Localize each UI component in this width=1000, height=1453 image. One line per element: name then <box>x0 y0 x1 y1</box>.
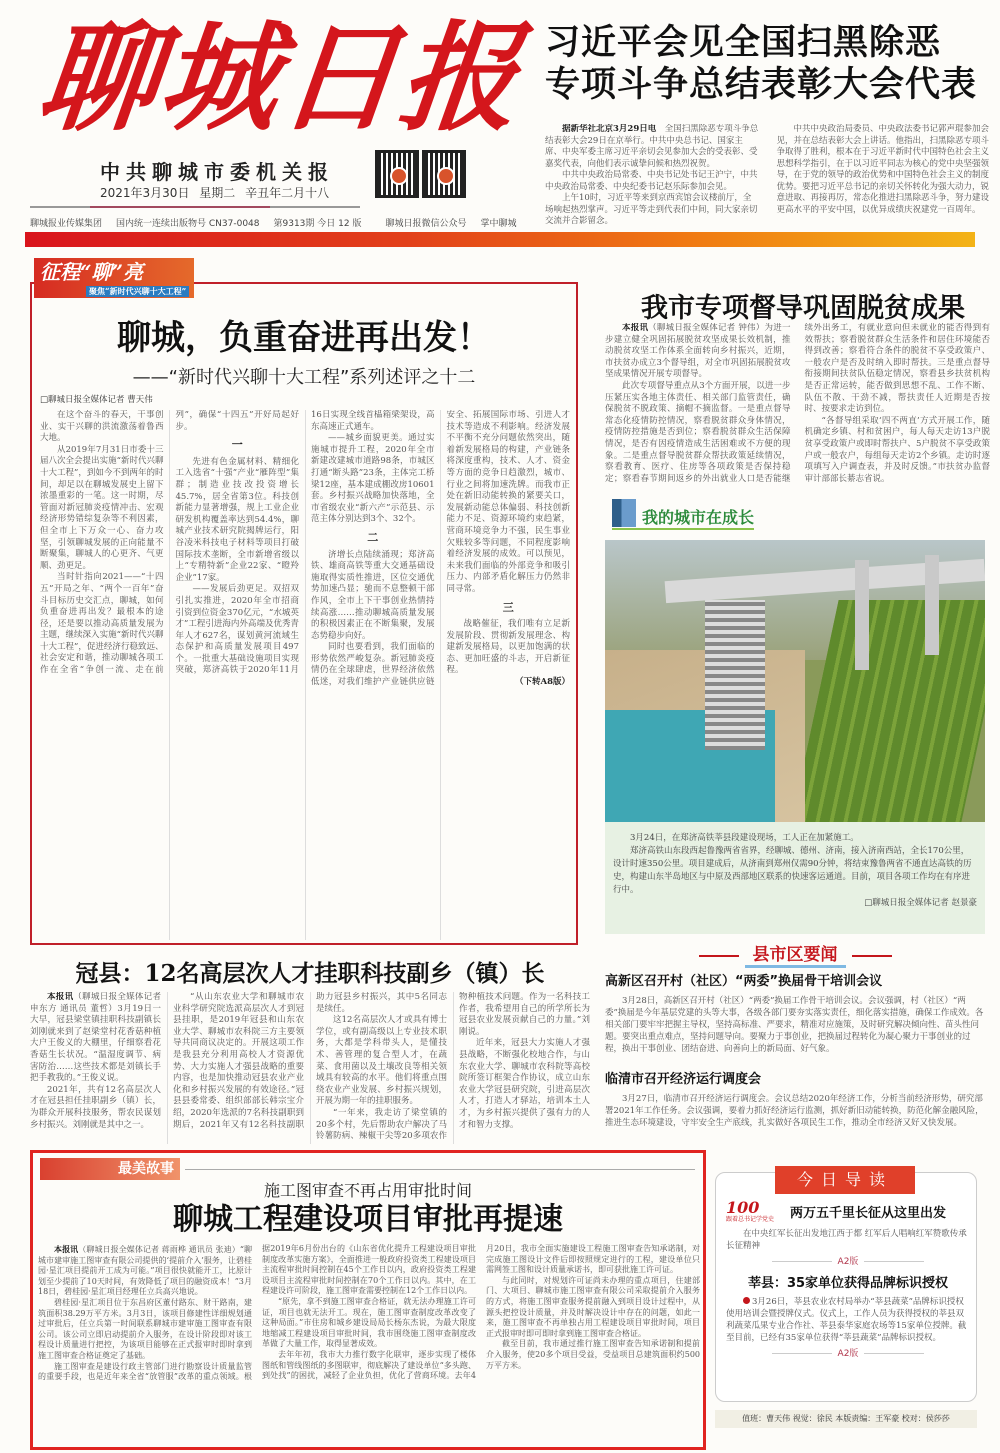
info-issue: 第9313期 今日 12 版 <box>273 219 362 229</box>
section-number: 二 <box>367 530 379 544</box>
construction-photo[interactable] <box>605 540 985 822</box>
county-news-banner <box>605 940 985 968</box>
divider-accent <box>90 206 270 208</box>
county-news-item[interactable] <box>605 1068 985 1129</box>
info-app: 掌中聊城 <box>480 219 517 229</box>
approval-headline[interactable]: 聊城工程建设项目审批再提速 <box>173 1202 563 1237</box>
paragraph: “聊城市建审施工图审查有限公司提供的‘提前介入’服务，让碧桂园·星汇项目提前开工成为可能。”项目很快就能开工，比原计划至少提前了10天时间，有效降低了项目的融资成本！”3月18日，碧桂园·星汇项目经理任立兵高兴地说。 <box>38 1245 252 1297</box>
masthead-color-bar <box>25 232 975 247</box>
feature-byline: □聊城日报全媒体记者 曹天伟 <box>40 395 153 405</box>
city-growth-label-text: 我的城市在成长 <box>642 508 755 527</box>
reporter: （聊城日报全媒体记者 蒋雨桦 通讯员 张迪） <box>78 1245 240 1254</box>
feature-badge <box>34 258 194 298</box>
paragraph: ——发展后劲更足。双招双引扎实推进，2020年全市招商引资到位资金370亿元，“水城英才”工程引进海内外高端及优秀青年人才627名，谋划黄河流域生态保护和高质量发展项目497个。一批重大基础设施项目实现突破，郑济高铁于2020年11月16日实现全线首榀箱梁架设，高东高速正式通车。 <box>175 410 435 676</box>
qr-code-wechat-icon[interactable] <box>375 150 419 198</box>
paragraph: 施工图审查是建设行政主管部门进行勘察设计质量监管的重要手段，也是近年来全省“放管服”改革的重点领域。根据2019年6月份出台的《山东省优化提升工程建设项目审批制度改革实施方案》，全面推进一般政府投资类工程建设项目主流程审批时间控制在45个工作日以内，政府投资类工程建设项目主流程审批时间控制在70个工作日以内。其中，在工程建设许可阶段，施工图审查需要控制在12个工作日以内。 <box>38 1244 476 1382</box>
bullet-icon <box>743 1297 750 1304</box>
lead-label: 本报讯 <box>54 1244 79 1254</box>
qr-code-app-icon[interactable] <box>422 150 466 198</box>
best-story-badge: 最美故事 <box>40 1158 180 1180</box>
photo-caption <box>605 822 985 934</box>
paragraph: “从山东农业大学和聊城市农业科学研究院选派高层次人才到冠县挂职，是2019年冠县和山东农业大学、聊城市农科院三方主要领导共同商议决定的。开展这项工作是我县充分利用高校人才资源优势、大力实施人才强县战略的重要内容，也是加快推动冠县农业产业化和乡村振兴发展的有效途径。”冠县县委常委、组织部部长韩宗宝介绍，2020年选派的7名科技副职到期后，2021年又有12名科技副职助力冠县乡村振兴，其中5名同志是续任。 <box>173 992 447 1130</box>
guide-summary: 在中央红军长征出发地江西于都 红军后人唱响红军赞歌传承长征精神 <box>726 1229 967 1251</box>
county-news-banner-text: 县市区要闻 <box>745 940 846 968</box>
approval-subheadline: 施工图审查不再占用审批时间 <box>263 1181 472 1200</box>
guide-page-link[interactable]: A2版 <box>726 1348 970 1360</box>
reporter: （聊城日报全媒体记者 申东方 通讯员 董哲） <box>30 992 161 1014</box>
caption-line: 郑济高铁山东段西起鲁豫两省省界，经聊城、德州、济南，接入济南西站，全长170公里，设计时速350公里。项目建成后，从济南到郑州仅需90分钟，将结束豫鲁两省不通直达高铁的历史，构建山东半岛地区与中原及西部地区联系的快速客运通道。目前，项目各项工作均在有序进行中。 <box>613 846 972 895</box>
poverty-headline[interactable]: 我市专项督导巩固脱贫成果 <box>641 293 965 324</box>
guanxian-headline[interactable]: 冠县：12名高层次人才挂职科技副乡（镇）长 <box>75 960 545 987</box>
paragraph: 截至目前，我市通过推行施工图审查告知承诺制和提前介入服务，使20多个项目受益，受益项目总建筑面积约500万平方米。 <box>486 1339 700 1370</box>
feature-headline[interactable]: 聊城，负重奋进再出发！ <box>117 318 491 358</box>
today-guide-header: 今日导读 <box>775 1166 915 1194</box>
guide-item[interactable] <box>726 1200 970 1364</box>
county-news-item[interactable] <box>605 970 985 1055</box>
paragraph: 此次专项督导重点从3个方面开展，以进一步压紧压实各地主体责任、相关部门监管责任，确保脱贫不脱政策、摘帽不摘监督。一是重点督导常态化疫情防控情况，察看脱贫群众身体情况，疫情防控措施是否到位；察看脱贫群众生活保障情况，是否有因疫情造成生活困难或不方便的现象。二是重点督导脱贫群众帮扶政策延续情况，察看教育、医疗、住房等各项政策是否保持稳定；察看春节期间返乡的外出就业人口是否能继续外出务工，有就业意向但未就业的能否得到有效帮扶；察看脱贫群众生活条件和居住环境能否得到改善；察看符合条件的脱贫不享受政策户、一般农户是否及时纳入即时帮扶。三是重点督导衔接期间扶贫队伍稳定情况，察看县乡扶贫机构是否正常运转，能否做到思想不乱、工作不断、队伍不散、干劲不减，帮扶责任人近期是否按时、按要求走访到位。 <box>605 323 990 484</box>
paragraph: ——城乡面貌更美。通过实施城市提升工程，2020年全市新建改建城市道路98条，市城区打通“断头路”23条，主体完工桥梁12座，基本建成棚改房10601套。乡村振兴战略加快落地，全市省级农业“新六产”示范县、示范主体分别达到3个、32个。 <box>311 433 435 525</box>
guanxian-body <box>30 992 590 1144</box>
paragraph: 这12名高层次人才或具有博士学位，或有副高级以上专业技术职务，大都是学科带头人，是懂技术、善管理的复合型人才，在蔬菜、食用菌以及土壤改良等相关领域具有较高的水平。他们将重点围绕农业产业发展、乡村振兴规划，开展为期一年的挂职服务。 <box>316 1015 447 1107</box>
news-title: 临清市召开经济运行调度会 <box>605 1072 762 1087</box>
city-growth-label <box>612 505 754 530</box>
publication-info <box>30 216 516 229</box>
lead-headline-line2: 专项斗争总结表彰大会代表 <box>545 65 978 105</box>
approval-body <box>38 1244 700 1444</box>
guide-title: 莘县：35家单位获得品牌标识授权 <box>747 1276 949 1291</box>
paragraph: 3月19日一大早，冠县梁堂镇挂职科技副镇长刘刚就来到了赵梁堂村花香菇种植大户王俊义的大棚里，仔细察看花香菇生长状况。“温湿度调节、病害防治……这些技术都是刘镇长手把手教我的。”王俊义说。 <box>30 1003 161 1084</box>
lead-label: 本报讯 <box>47 992 74 1002</box>
paragraph: 中共中央政治局委员、中央政法委书记郭声琨参加会见，并在总结表彰大会上讲话。他指出，扫黑除恶专项斗争取得了胜利，根本在于习近平新时代中国特色社会主义思想科学指引，在于以习近平同志为核心的党中央坚强领导，在于党的领导的政治优势和中国特色社会主义的制度优势。要把习近平总书记的亲切关怀转化为强大动力，锐意进取、再接再厉，常态化推进扫黑除恶斗争，努力建设更高水平的平安中国，以优异成绩庆祝建党一百周年。 <box>776 124 990 215</box>
reporter: （聊城日报全媒体记者 钟伟） <box>648 323 765 333</box>
paragraph: 先进有色金属材料、精细化工入选省“十强”产业“雁阵型”集群；制造业技改投资增长45.7%，居全省第3位。科技创新能力显著增强，规上工业企业研发机构覆盖率达到54.4%，聊城产业技术研究院揭牌运行，阳谷凌米科技电子材料等项目打破国际技术垄断，全市新增省级以上“专精特新”企业22家、“瞪羚企业”17家。 <box>175 456 299 583</box>
newspaper-logo: 聊城日报 <box>32 8 528 147</box>
paragraph: 全国扫黑除恶专项斗争总结表彰大会29日在京举行。中共中央总书记、国家主席、中央军委主席习近平亲切会见参加大会的受表彰、受嘉奖代表，向他们表示诚挚问候和热烈祝贺。 <box>545 124 759 169</box>
info-wechat: 聊城日报微信公众号 <box>385 219 467 229</box>
news-body: 3月28日，高新区召开村（社区）“两委”换届工作骨干培训会议。会议强调，村（社区）“两委”换届是今年基层党建的头等大事，各级各部门要夯实落实责任，细化落实措施，确保工作成效。各相关部门要牢牢把握主导权，坚持高标准、严要求，精准对应施策，及时研究解决倾向性、苗头性问题。要突出重点难点，坚持问题导向。要聚力于事创业，把换届过程转化为凝心聚力干事创业的过程，换出干事创业、团结奋进、向善向上的新局面、好气象。 <box>605 996 984 1054</box>
dateline: 据新华社北京3月29日电 <box>562 124 657 134</box>
lead-label: 本报讯 <box>622 323 649 333</box>
paragraph: 近年来，冠县大力实施人才强县战略，不断强化校地合作，与山东农业大学、聊城市农科院等高校院所签订框架合作协议，成立山东农业大学冠县研究院，引进高层次人才，打造人才驿站，培训本土人才，为乡村振兴提供了强有力的人才和智力支撑。 <box>459 1038 590 1130</box>
badge-subtitle: 聚焦“新时代兴聊十大工程” <box>86 286 189 297</box>
continued-link[interactable]: （下转A8版） <box>514 677 570 688</box>
lead-headline-line1: 习近平会见全国扫黑除恶 <box>545 23 942 63</box>
paragraph: 中共中央政治局常委、中央书记处书记王沪宁，中共中央政治局常委、中央纪委书记赵乐际参加会见。 <box>545 170 758 192</box>
masthead-subtitle: 中共聊城市委机关报 <box>100 160 334 184</box>
paragraph: 在这个奋斗的春天，干事创业、实干兴聊的洪流激荡着鲁西大地。 <box>40 410 164 444</box>
lead-headline[interactable] <box>545 22 995 106</box>
paragraph: 当时针指向2021——“十四五”开局之年、“两个一百年”奋斗目标历史交汇点，聊城，如何负重奋进再出发？最根本的途径，还是要以推动高质量发展为主题，继续深入实施“新时代兴聊十大工程”，促进经济行稳致远、社会安定和谐，推动聊城各项工作在全省“争创一流、走在前列”，确保“十四五”开好局起好步。 <box>40 410 299 676</box>
paragraph: 去年年初，我市大力推行数字化联审，逐步实现了楼体图纸和管线图纸的多图联审，彻底解决了建设单位“多头跑、到处找”的困扰，减轻了企业负担，优化了营商环境。去年4月20日，我市全面实施建设工程施工图审查告知承诺制，对完成施工图设计文件后即按照规定进行的工程，建设单位只需网签工图和设计质量承诺书，即可获批施工许可证。 <box>262 1244 700 1381</box>
paragraph: “一年来，我走访了梁堂镇的20多个村，先后帮助农户解决了马铃薯防病、辣椒干尖等20多项农作物种植技术问题。作为一名科技工作者，我希望用自己的所学所长为冠县农业发展贡献自己的力量。”刘刚说。 <box>316 992 590 1142</box>
section-number: 一 <box>231 438 243 452</box>
guide-title: 两万五千里长征从这里出发 <box>790 1206 947 1221</box>
paragraph: 2021年，共有12名高层次人才在冠县担任挂职副乡（镇）长，为群众开展科技服务，帮农民谋划乡村振兴。刘刚就是其中之一。 <box>30 1084 161 1130</box>
poverty-body <box>605 323 990 488</box>
feature-body <box>40 410 570 940</box>
news-body: 3月27日，临清市召开经济运行调度会。会议总结2020年经济工作，分析当前经济形势，研究部署2021年工作任务。会议强调，要着力抓好经济运行监测，抓好新旧动能转换，防范化解金融风险，推进生态环境建设，守牢安全生产底线，扎实做好各项民生工作，推动全市经济又好又快发展。 <box>605 1094 984 1128</box>
paragraph: 为进一步建立健全巩固拓展脱贫攻坚成果长效机制，推动脱贫攻坚工作体系全面转向乡村振兴，近期，市扶贫办成立3个督导组，对全市巩固拓展脱贫攻坚成果情况开展专项督导。 <box>605 323 791 380</box>
caption-line: 3月24日，在郑济高铁莘县段建设现场，工人正在加紧施工。 <box>630 833 859 843</box>
paragraph: 上午10时，习近平等来到京西宾馆会议楼前厅，全场响起热烈掌声。习近平等走到代表们中间，同大家亲切交流并合影留念。 <box>545 193 758 226</box>
paragraph: 同时也要看到，我们面临的形势依然严峻复杂。新冠肺炎疫情仍在全球肆虐，世界经济依然低迷，对我们维护产业链供应链安全、拓展国际市场、引进人才技术等造成不利影响。经济发展不平衡不充分问题依然突出，随着新发展格局的构建，产业链条将深度重构，技术、人才、资金等方面的竞争日趋激烈，城市、行业之间将加速洗牌。而我市正处在新旧动能转换的紧要关口，发展新动能总体偏弱、科技创新能力不足、资源环境约束趋紧，营商环境竞争力不强，民生事业欠账较多等问题，不同程度影响着经济发展的成效。可以预见，未来我们面临的外部竞争和吸引压力、内部矛盾化解压力仍然非同寻常。 <box>311 410 570 688</box>
paragraph: 从2019年7月31日市委十三届八次全会提出实施“新时代兴聊十大工程”，到如今不到两年的时间，却足以在聊城发展史上留下浓墨重彩的一笔。这一时期，尽管面对新冠肺炎疫情冲击、宏观经济形势错综复杂等不利因素，但全市上下万众一心、奋力攻坚，引领聊城发展的正向能量不断聚集，聊城人的心更齐、气更顺、劲更足。 <box>40 444 164 571</box>
paragraph: 与此同时，对规划许可证尚未办理的重点项目，住建部门、大项目、聊城市施工图审查有限公司采取提前介入服务的方式，将施工图审查服务提前融入到项目设计过程中，从源头把控设计质量，并及时解决设计中存在的问题，如此一来，施工图审查不再单独占用工程建设项目审批时间，项目正式报审时即可即时拿到施工图审查合格证。 <box>486 1275 700 1338</box>
paragraph: 战略催征，我们唯有立足新发展阶段、贯彻新发展理念、构建新发展格局，以更加饱满的状态、更加旺盛的斗志，开启新征程。 <box>446 619 570 676</box>
section-number: 三 <box>502 600 514 614</box>
paragraph: 碧桂园·星汇项目位于东昌府区董付路东、财干路南，建筑面积38.29万平方米。3月3日，该项目修建性详细规划通过审批后，任立兵第一时间联系聊城市建审施工图审查有限公司。该公司立即启动提前介入服务，在设计阶段即对该工程设计质量进行把控，为该项目能够在正式报审时即时拿到施工图审查合格证奠定了基础。 <box>38 1297 252 1360</box>
news-title: 高新区召开村（社区）“两委”换届骨干培训会议 <box>605 974 883 989</box>
guide-summary: 3月26日，莘县农业农村局举办“莘县蔬菜”品牌标识授权使用培训会暨授牌仪式。仪式上，工作人员为获得授权的莘县双利蔬菜瓜果专业合作社、莘县泰华家庭农场等15家单位授牌。截至目前，已经有35家单位获得“莘县蔬菜”品牌标识授权。 <box>726 1297 967 1343</box>
paragraph: 济增长点陆续涌现；郑济高铁、雄商高铁等重大交通基础设施取得实质性推进，区位交通优势加速凸显；驰而不息整顿干部作风，全市上下干事创业热情持续高涨……推动聊城高质量发展的积极因素正在不断集聚，发展态势稳步向好。 <box>311 549 435 641</box>
lead-story-body <box>545 124 990 228</box>
editorial-credits: 值班：曹天伟 视觉：徐民 本版责编：王军豪 校对：侯莎莎 <box>715 1410 977 1428</box>
paragraph: “原先，拿不到施工图审查合格证，就无法办理施工许可证，项目也就无法开工。现在，施工图审查制度改革改变了这种局面。”市住房和城乡建设局局长杨东杰说，为最大限度地缩减工程建设项目审批时间，我市围绕施工图审查制度改革做了大量工作，取得显著成效。 <box>262 1296 476 1349</box>
badge-title: 征程“聊”亮 <box>40 260 144 284</box>
divider <box>185 1169 695 1170</box>
guide-page-link[interactable]: A2版 <box>726 1256 970 1268</box>
issue-date: 2021年3月30日 星期二 辛丑年二月十八 <box>100 186 330 200</box>
feature-subheadline: ——“新时代兴聊十大工程”系列述评之十二 <box>132 367 476 388</box>
info-publisher: 聊城报业传媒集团 <box>30 219 103 229</box>
info-serial: 国内统一连续出版物号 CN37-0048 <box>116 219 260 229</box>
photo-credit: □聊城日报全媒体记者 赵景豪 <box>864 898 977 908</box>
logo-label: 跟着总书记学党史 <box>726 1216 775 1223</box>
paragraph: “各督导组采取‘四不两直’方式开展工作，随机确定乡镇、村和贫困户，每人每天走访13户脱贫享受政策户或即时帮扶户、5户脱贫不享受政策户或一般农户，每组每天走访2个乡镇。走访时逐项填写入户调查表，并及时反馈。”市扶贫办监督审计部部长綦志省说。 <box>804 415 990 484</box>
party-history-100-logo-icon: 100 跟着总书记学党史 <box>726 1200 786 1223</box>
